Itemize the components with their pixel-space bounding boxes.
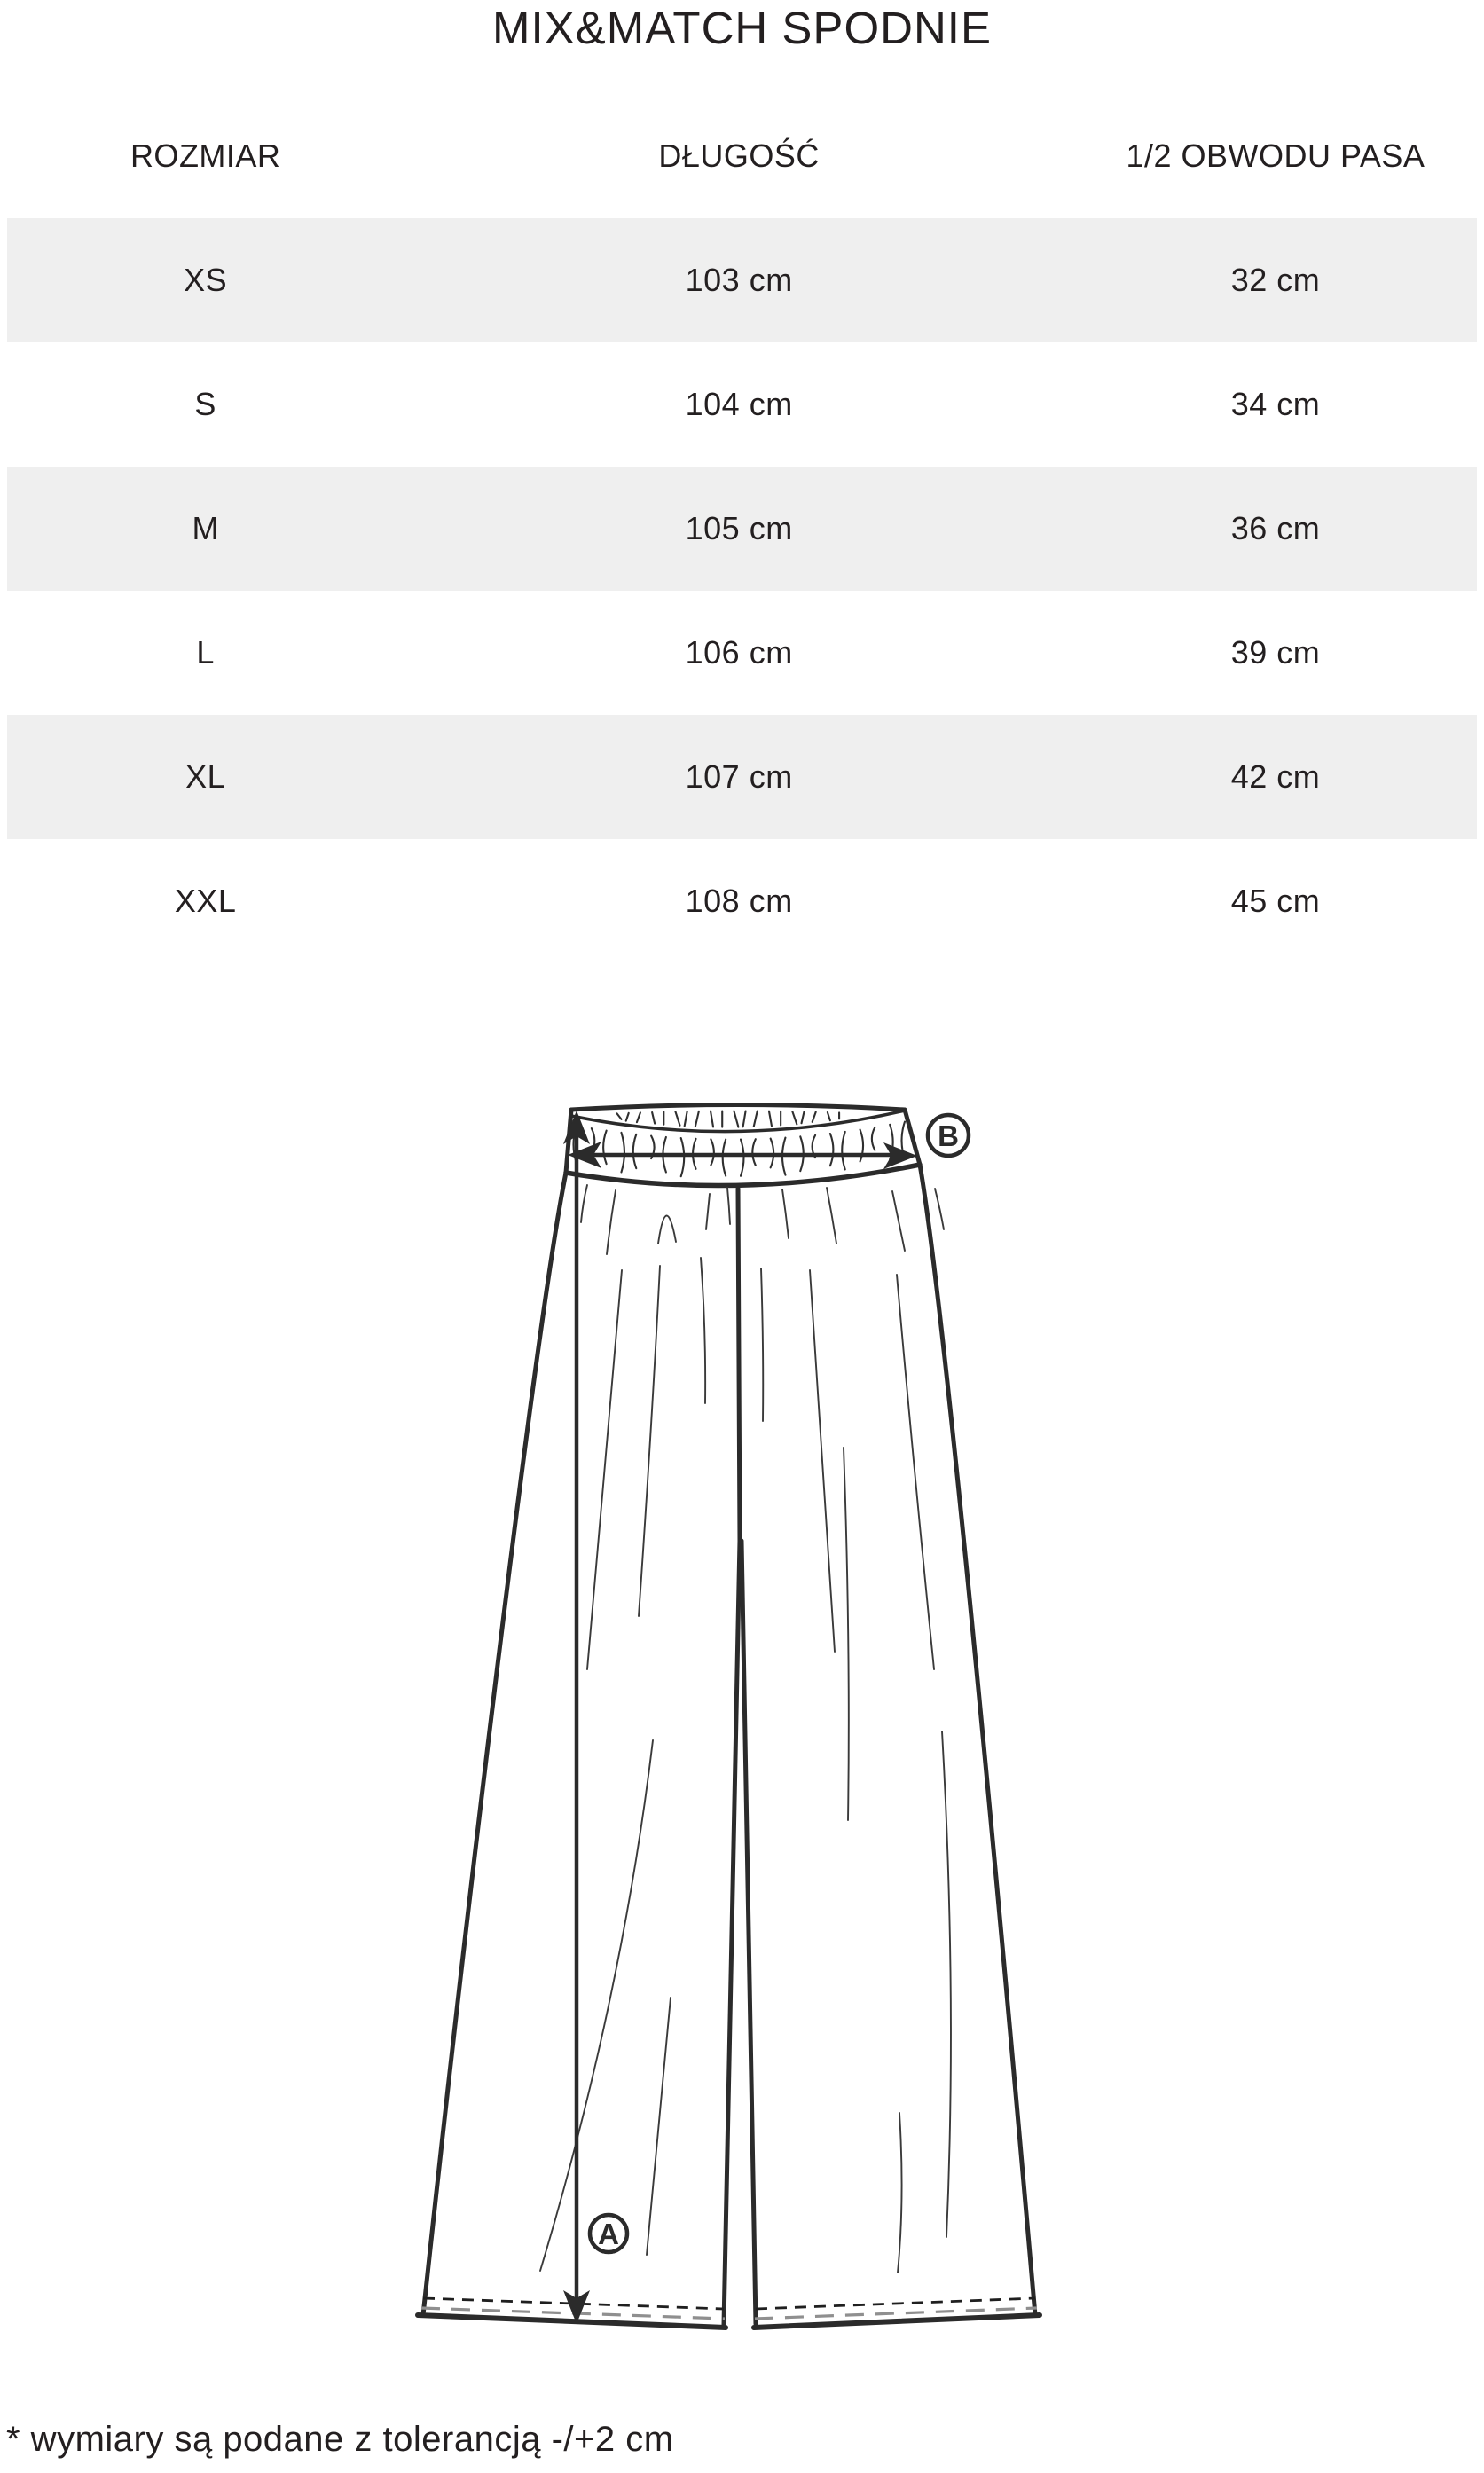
cell-length: 104 cm [685, 386, 793, 422]
marker-a-label: A [598, 2218, 619, 2250]
cell-size: XL [185, 758, 226, 795]
cell-half-waist: 36 cm [1230, 510, 1321, 546]
cell-half-waist: 42 cm [1230, 758, 1321, 795]
marker-a [590, 2215, 627, 2252]
length-measurement-arrow [563, 1111, 590, 2324]
size-table [7, 94, 1477, 963]
cell-length: 105 cm [685, 510, 793, 546]
cell-half-waist: 34 cm [1230, 386, 1321, 422]
size-row-xs [7, 218, 1477, 342]
cell-size: XXL [174, 883, 237, 919]
size-table-header-row [7, 94, 1477, 218]
column-header-size: ROZMIAR [130, 137, 281, 174]
size-table-body [7, 218, 1477, 963]
marker-b-label: B [938, 1119, 959, 1152]
cell-length: 107 cm [685, 758, 793, 795]
size-row-xl [7, 715, 1477, 839]
cell-size: S [194, 386, 216, 422]
cell-size: XS [184, 262, 228, 298]
cell-half-waist: 32 cm [1230, 262, 1321, 298]
legs-outline [418, 1165, 1040, 2328]
cell-length: 103 cm [685, 262, 793, 298]
hem-stitching [421, 2298, 1037, 2319]
column-header-length: DŁUGOŚĆ [658, 137, 820, 174]
marker-b [928, 1115, 969, 1156]
size-row-m [7, 467, 1477, 591]
cell-half-waist: 45 cm [1230, 883, 1321, 919]
cell-size: L [196, 634, 215, 671]
pants-technical-drawing [381, 1069, 1082, 2364]
cell-size: M [192, 510, 219, 546]
tolerance-footnote: * wymiary są podane z tolerancją -/+2 cm [6, 2420, 674, 2459]
cell-length: 106 cm [685, 634, 793, 671]
cell-length: 108 cm [685, 883, 793, 919]
size-row-s [7, 342, 1477, 467]
page-title: MIX&MATCH SPODNIE [492, 3, 992, 53]
cell-half-waist: 39 cm [1230, 634, 1321, 671]
size-row-l [7, 591, 1477, 715]
column-header-half-waist: 1/2 OBWODU PASA [1126, 137, 1425, 174]
size-row-xxl [7, 839, 1477, 963]
